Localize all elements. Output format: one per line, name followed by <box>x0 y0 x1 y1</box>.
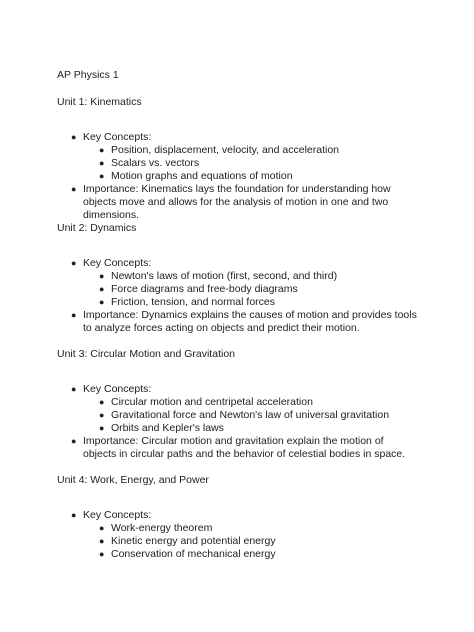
concept-text: Force diagrams and free-body diagrams <box>111 283 298 295</box>
concept-text: Circular motion and centripetal acceleration <box>111 396 313 408</box>
bullet-icon: ● <box>99 271 105 281</box>
unit-bullet-list <box>57 257 437 335</box>
unit-heading: Unit 4: Work, Energy, and Power <box>57 474 209 486</box>
concept-item <box>83 422 437 435</box>
concept-item <box>83 522 437 535</box>
importance-text: Importance: Circular motion and gravitation explain the motion of objects in circular paths and the behavior of celestial bodies in space. <box>83 435 406 460</box>
concept-list <box>83 144 437 183</box>
importance-text: Importance: Kinematics lays the foundation for understanding how objects move and allows for the analysis of motion in one and two dimensions. <box>83 183 391 221</box>
concept-text: Motion graphs and equations of motion <box>111 170 293 182</box>
concept-text: Friction, tension, and normal forces <box>111 296 275 308</box>
document-title: AP Physics 1 <box>57 69 119 81</box>
concept-item <box>83 270 437 283</box>
concept-text: Orbits and Kepler's laws <box>111 422 224 434</box>
bullet-icon: ● <box>71 258 77 268</box>
concept-item <box>83 409 437 422</box>
key-concepts-label: Key Concepts: <box>83 131 152 143</box>
concept-item <box>83 283 437 296</box>
concept-item <box>83 396 437 409</box>
concept-text: Work-energy theorem <box>111 522 213 534</box>
key-concepts-item <box>57 131 437 183</box>
unit-heading: Unit 3: Circular Motion and Gravitation <box>57 348 235 360</box>
concept-item <box>83 535 437 548</box>
importance-item <box>57 435 419 461</box>
bullet-icon: ● <box>99 410 105 420</box>
concept-list <box>83 522 437 561</box>
concept-item <box>83 296 437 309</box>
bullet-icon: ● <box>99 297 105 307</box>
bullet-icon: ● <box>99 284 105 294</box>
unit-section <box>57 95 437 222</box>
concept-text: Gravitational force and Newton's law of universal gravitation <box>111 409 390 421</box>
key-concepts-label: Key Concepts: <box>83 509 152 521</box>
key-concepts-item <box>57 509 437 561</box>
importance-item <box>57 183 419 222</box>
concept-item <box>83 170 437 183</box>
bullet-icon: ● <box>99 145 105 155</box>
unit-section <box>57 473 437 561</box>
bullet-icon: ● <box>99 171 105 181</box>
bullet-icon: ● <box>99 397 105 407</box>
bullet-icon: ● <box>99 158 105 168</box>
concept-text: Newton's laws of motion (first, second, and third) <box>111 270 338 282</box>
unit-section <box>57 347 437 461</box>
concept-item <box>83 144 437 157</box>
importance-text: Importance: Dynamics explains the causes of motion and provides tools to analyze forces acting on objects and predict their motion. <box>83 309 417 334</box>
bullet-icon: ● <box>71 384 77 394</box>
bullet-icon: ● <box>71 510 77 520</box>
concept-text: Conservation of mechanical energy <box>111 548 276 560</box>
importance-item <box>57 309 419 335</box>
unit-bullet-list <box>57 131 437 222</box>
unit-section <box>57 221 437 335</box>
concept-list <box>83 270 437 309</box>
bullet-icon: ● <box>71 310 77 320</box>
unit-bullet-list <box>57 383 437 461</box>
concept-item <box>83 157 437 170</box>
key-concepts-label: Key Concepts: <box>83 383 152 395</box>
unit-heading: Unit 2: Dynamics <box>57 222 137 234</box>
concept-item <box>83 548 437 561</box>
concept-text: Position, displacement, velocity, and acceleration <box>111 144 340 156</box>
key-concepts-item <box>57 257 437 309</box>
concept-text: Kinetic energy and potential energy <box>111 535 276 547</box>
bullet-icon: ● <box>71 436 77 446</box>
concept-list <box>83 396 437 435</box>
bullet-icon: ● <box>99 523 105 533</box>
concept-text: Scalars vs. vectors <box>111 157 200 169</box>
unit-bullet-list <box>57 509 437 561</box>
bullet-icon: ● <box>99 536 105 546</box>
key-concepts-label: Key Concepts: <box>83 257 152 269</box>
unit-heading: Unit 1: Kinematics <box>57 96 142 108</box>
bullet-icon: ● <box>71 184 77 194</box>
bullet-icon: ● <box>99 549 105 559</box>
bullet-icon: ● <box>71 132 77 142</box>
key-concepts-item <box>57 383 437 435</box>
bullet-icon: ● <box>99 423 105 433</box>
